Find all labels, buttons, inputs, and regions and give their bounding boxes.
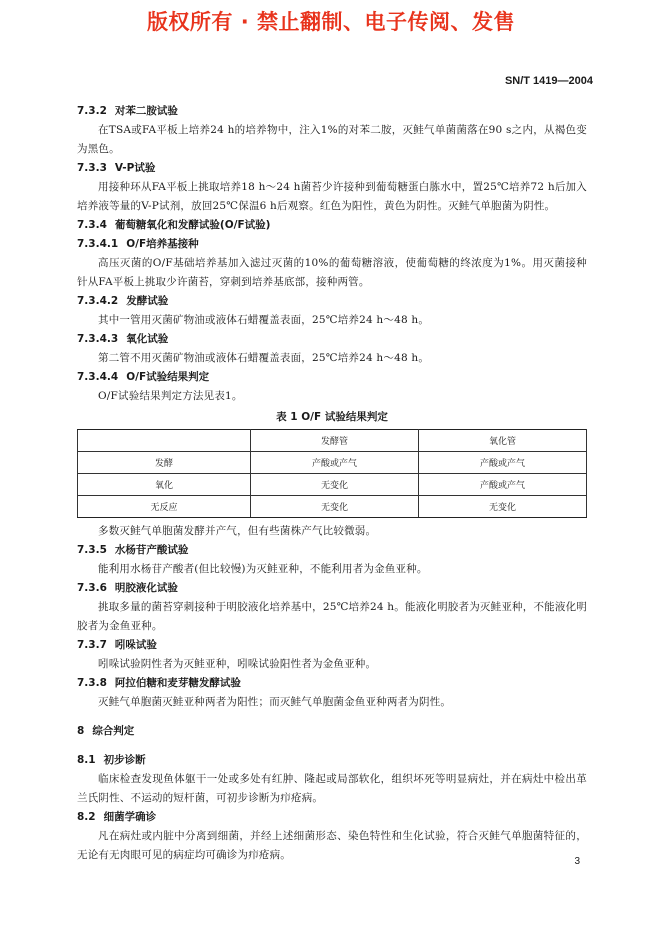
paragraph: O/F试验结果判定方法见表1。 — [98, 390, 243, 402]
page-number: 3 — [574, 856, 580, 867]
paragraph: 凡在病灶或内脏中分离到细菌，并经上述细菌形态、染色特性和生化试验，符合灭鲑气单胞菌特征的，无论有无肉眼可见的病症均可确诊为疖疮病。 — [77, 830, 587, 861]
table-row — [78, 452, 587, 474]
section-heading: 7.3.4.2 发酵试验 — [77, 295, 169, 307]
paragraph: 灭鲑气单胞菌灭鲑亚种两者为阳性；而灭鲑气单胞菌金鱼亚种两者为阴性。 — [98, 696, 452, 708]
section-heading: 7.3.5 水杨苷产酸试验 — [77, 544, 189, 556]
copyright-watermark: 版权所有 · 禁止翻制、电子传阅、发售 — [146, 10, 516, 34]
paragraph: 吲哚试验阴性者为灭鲑亚种，吲哚试验阳性者为金鱼亚种。 — [98, 658, 377, 670]
table-cell: 产酸或产气 — [419, 474, 587, 496]
table-cell: 无反应 — [78, 496, 251, 518]
table-header-cell: 氧化管 — [419, 430, 587, 452]
paragraph: 其中一管用灭菌矿物油或液体石蜡覆盖表面，25℃培养24 h～48 h。 — [98, 314, 430, 326]
table-header-row — [78, 430, 587, 452]
section-heading: 8.2 细菌学确诊 — [77, 811, 157, 823]
chapter-heading: 8 综合判定 — [77, 725, 135, 737]
table-cell: 发酵 — [78, 452, 251, 474]
standard-code: SN/T 1419—2004 — [504, 75, 593, 87]
table-header-cell — [78, 430, 251, 452]
table-row — [78, 474, 587, 496]
paragraph: 在TSA或FA平板上培养24 h的培养物中，注入1%的对苯二胺，灭鲑气单菌菌落在90 s之内，从褐色变为黑色。 — [77, 124, 587, 155]
section-heading: 7.3.4.4 O/F试验结果判定 — [77, 371, 210, 383]
document-body — [77, 102, 587, 865]
table-cell: 无变化 — [251, 496, 419, 518]
paragraph: 用接种环从FA平板上挑取培养18 h～24 h菌苔少许接种到葡萄糖蛋白胨水中，置25℃培养72 h后加入培养液等量的V-P试剂，放回25℃保温6 h后观察。红色为阳性，黄色为阴性。灭鲑气单胞菌为阴性。 — [77, 181, 587, 212]
paragraph: 多数灭鲑气单胞菌发酵并产气，但有些菌株产气比较微弱。 — [98, 525, 377, 537]
section-heading: 7.3.4.3 氧化试验 — [77, 333, 169, 345]
paragraph: 高压灭菌的O/F基础培养基加入滤过灭菌的10%的葡萄糖溶液，使葡萄糖的终浓度为1%。用灭菌接种针从FA平板上挑取少许菌苔，穿刺到培养基底部，接种两管。 — [77, 257, 587, 288]
section-heading: 7.3.4 葡萄糖氧化和发酵试验(O/F试验) — [77, 219, 271, 231]
section-heading: 7.3.4.1 O/F培养基接种 — [77, 238, 199, 250]
paragraph: 第二管不用灭菌矿物油或液体石蜡覆盖表面，25℃培养24 h～48 h。 — [98, 352, 430, 364]
paragraph: 挑取多量的菌苔穿刺接种于明胶液化培养基中，25℃培养24 h。能液化明胶者为灭鲑亚种，不能液化明胶者为金鱼亚种。 — [77, 601, 587, 632]
table-cell: 产酸或产气 — [251, 452, 419, 474]
of-result-table — [77, 429, 587, 518]
section-heading: 7.3.8 阿拉伯糖和麦芽糖发酵试验 — [77, 677, 241, 689]
table-row — [78, 496, 587, 518]
table-cell: 无变化 — [251, 474, 419, 496]
table-header-cell: 发酵管 — [251, 430, 419, 452]
table-cell: 氧化 — [78, 474, 251, 496]
section-heading: 8.1 初步诊断 — [77, 754, 146, 766]
section-heading: 7.3.2 对苯二胺试验 — [77, 105, 178, 117]
section-heading: 7.3.6 明胶液化试验 — [77, 582, 178, 594]
paragraph: 临床检查发现鱼体躯干一处或多处有红肿、隆起或局部软化，组织坏死等明显病灶，并在病灶中检出革兰氏阴性、不运动的短杆菌，可初步诊断为疖疮病。 — [77, 773, 587, 804]
section-heading: 7.3.7 吲哚试验 — [77, 639, 157, 651]
table-caption: 表 1 O/F 试验结果判定 — [276, 411, 388, 423]
section-heading: 7.3.3 V-P试验 — [77, 162, 156, 174]
table-cell: 产酸或产气 — [419, 452, 587, 474]
table-cell: 无变化 — [419, 496, 587, 518]
paragraph: 能利用水杨苷产酸者(但比较慢)为灭鲑亚种，不能利用者为金鱼亚种。 — [98, 563, 428, 575]
